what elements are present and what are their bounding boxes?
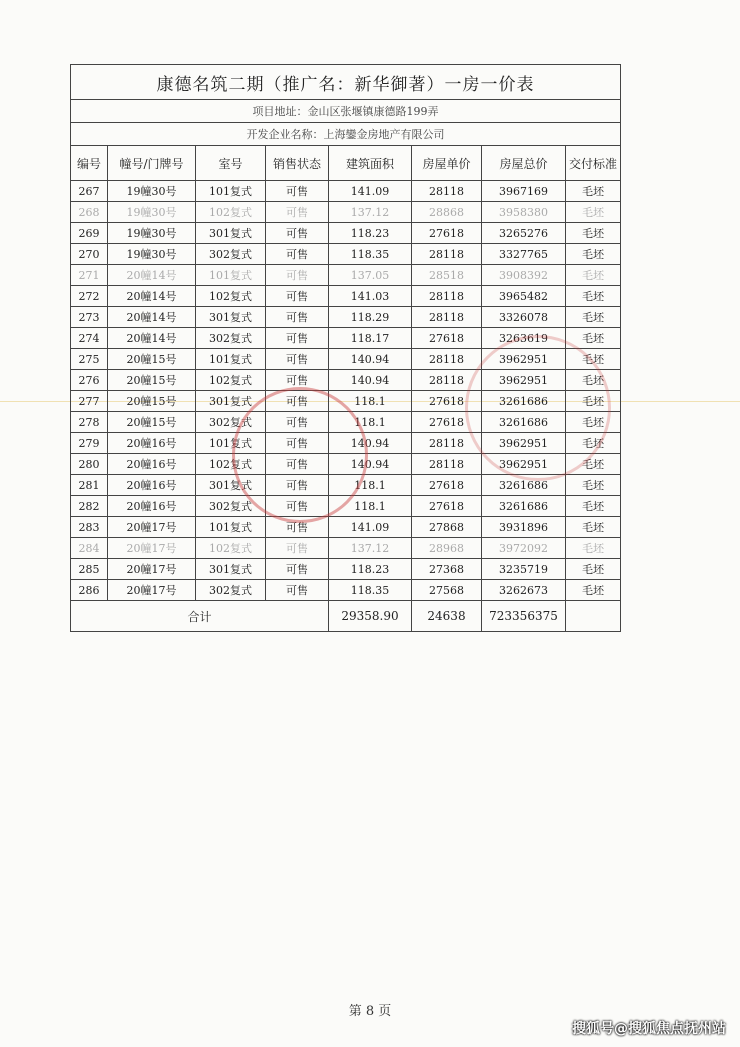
- cell-unit-price: 27618: [412, 328, 482, 349]
- cell-delivery: 毛坯: [566, 538, 621, 559]
- cell-area: 137.12: [329, 538, 412, 559]
- cell-area: 118.17: [329, 328, 412, 349]
- cell-delivery: 毛坯: [566, 412, 621, 433]
- cell-total: 3962951: [482, 454, 566, 475]
- table-row: [71, 286, 621, 307]
- cell-delivery: 毛坯: [566, 328, 621, 349]
- cell-building: 20幢17号: [108, 517, 196, 538]
- total-area: 29358.90: [329, 601, 412, 632]
- cell-building: 20幢16号: [108, 496, 196, 517]
- cell-building: 19幢30号: [108, 223, 196, 244]
- table-row: [71, 223, 621, 244]
- cell-no: 267: [71, 181, 108, 202]
- cell-area: 141.09: [329, 517, 412, 538]
- cell-status: 可售: [266, 580, 329, 601]
- cell-building: 20幢15号: [108, 412, 196, 433]
- cell-building: 19幢30号: [108, 181, 196, 202]
- cell-building: 20幢17号: [108, 538, 196, 559]
- cell-unit-price: 27368: [412, 559, 482, 580]
- cell-room: 302复式: [196, 328, 266, 349]
- cell-status: 可售: [266, 412, 329, 433]
- header-cell: 建筑面积: [329, 146, 412, 181]
- cell-no: 273: [71, 307, 108, 328]
- cell-status: 可售: [266, 307, 329, 328]
- cell-delivery: 毛坯: [566, 223, 621, 244]
- cell-no: 286: [71, 580, 108, 601]
- cell-building: 19幢30号: [108, 244, 196, 265]
- table-row: [71, 475, 621, 496]
- cell-delivery: 毛坯: [566, 181, 621, 202]
- cell-building: 20幢17号: [108, 559, 196, 580]
- cell-status: 可售: [266, 286, 329, 307]
- cell-delivery: 毛坯: [566, 475, 621, 496]
- cell-status: 可售: [266, 517, 329, 538]
- cell-total: 3261686: [482, 412, 566, 433]
- cell-room: 301复式: [196, 391, 266, 412]
- table-row: [71, 580, 621, 601]
- cell-delivery: 毛坯: [566, 202, 621, 223]
- cell-building: 20幢16号: [108, 475, 196, 496]
- cell-building: 20幢14号: [108, 307, 196, 328]
- table-row: [71, 370, 621, 391]
- cell-area: 140.94: [329, 433, 412, 454]
- cell-total: 3972092: [482, 538, 566, 559]
- cell-area: 140.94: [329, 454, 412, 475]
- cell-total: 3962951: [482, 349, 566, 370]
- cell-area: 118.23: [329, 223, 412, 244]
- cell-room: 102复式: [196, 454, 266, 475]
- cell-no: 270: [71, 244, 108, 265]
- cell-room: 102复式: [196, 370, 266, 391]
- cell-area: 118.1: [329, 412, 412, 433]
- developer-name: 开发企业名称：上海鑾金房地产有限公司: [71, 123, 621, 146]
- cell-total: 3962951: [482, 370, 566, 391]
- cell-no: 278: [71, 412, 108, 433]
- header-cell: 房屋总价: [482, 146, 566, 181]
- cell-delivery: 毛坯: [566, 244, 621, 265]
- cell-room: 102复式: [196, 286, 266, 307]
- cell-status: 可售: [266, 370, 329, 391]
- cell-building: 20幢16号: [108, 433, 196, 454]
- cell-status: 可售: [266, 433, 329, 454]
- cell-status: 可售: [266, 244, 329, 265]
- cell-room: 102复式: [196, 202, 266, 223]
- cell-total: 3967169: [482, 181, 566, 202]
- table-row: [71, 517, 621, 538]
- cell-room: 301复式: [196, 307, 266, 328]
- total-row: [71, 601, 621, 632]
- cell-unit-price: 27868: [412, 517, 482, 538]
- cell-status: 可售: [266, 265, 329, 286]
- cell-no: 274: [71, 328, 108, 349]
- table-row: [71, 391, 621, 412]
- cell-room: 302复式: [196, 496, 266, 517]
- cell-total: 3327765: [482, 244, 566, 265]
- cell-status: 可售: [266, 391, 329, 412]
- cell-status: 可售: [266, 538, 329, 559]
- cell-unit-price: 28868: [412, 202, 482, 223]
- price-sheet: [70, 64, 620, 632]
- cell-unit-price: 28118: [412, 370, 482, 391]
- cell-unit-price: 27618: [412, 475, 482, 496]
- cell-no: 282: [71, 496, 108, 517]
- cell-status: 可售: [266, 181, 329, 202]
- price-table: [70, 64, 621, 632]
- cell-delivery: 毛坯: [566, 454, 621, 475]
- cell-area: 118.35: [329, 580, 412, 601]
- cell-delivery: 毛坯: [566, 559, 621, 580]
- cell-building: 19幢30号: [108, 202, 196, 223]
- total-label: 合计: [71, 601, 329, 632]
- cell-total: 3265276: [482, 223, 566, 244]
- cell-room: 301复式: [196, 559, 266, 580]
- cell-delivery: 毛坯: [566, 391, 621, 412]
- table-row: [71, 328, 621, 349]
- header-cell: 编号: [71, 146, 108, 181]
- cell-no: 272: [71, 286, 108, 307]
- cell-area: 141.09: [329, 181, 412, 202]
- cell-unit-price: 28118: [412, 181, 482, 202]
- cell-area: 118.1: [329, 496, 412, 517]
- cell-room: 101复式: [196, 433, 266, 454]
- cell-delivery: 毛坯: [566, 307, 621, 328]
- table-row: [71, 559, 621, 580]
- cell-no: 271: [71, 265, 108, 286]
- cell-delivery: 毛坯: [566, 349, 621, 370]
- table-row: [71, 538, 621, 559]
- cell-total: 3962951: [482, 433, 566, 454]
- cell-total: 3261686: [482, 496, 566, 517]
- cell-room: 302复式: [196, 412, 266, 433]
- cell-room: 301复式: [196, 223, 266, 244]
- total-unit-price: 24638: [412, 601, 482, 632]
- cell-total: 3908392: [482, 265, 566, 286]
- cell-unit-price: 28118: [412, 244, 482, 265]
- cell-total: 3958380: [482, 202, 566, 223]
- cell-no: 269: [71, 223, 108, 244]
- cell-status: 可售: [266, 475, 329, 496]
- table-row: [71, 244, 621, 265]
- cell-status: 可售: [266, 349, 329, 370]
- cell-delivery: 毛坯: [566, 286, 621, 307]
- cell-status: 可售: [266, 454, 329, 475]
- table-row: [71, 433, 621, 454]
- cell-unit-price: 28118: [412, 286, 482, 307]
- cell-area: 118.29: [329, 307, 412, 328]
- cell-building: 20幢14号: [108, 328, 196, 349]
- table-row: [71, 202, 621, 223]
- cell-status: 可售: [266, 559, 329, 580]
- cell-room: 302复式: [196, 244, 266, 265]
- cell-total: 3931896: [482, 517, 566, 538]
- cell-status: 可售: [266, 202, 329, 223]
- cell-area: 118.35: [329, 244, 412, 265]
- cell-no: 276: [71, 370, 108, 391]
- cell-delivery: 毛坯: [566, 496, 621, 517]
- cell-total: 3261686: [482, 475, 566, 496]
- cell-delivery: 毛坯: [566, 370, 621, 391]
- cell-area: 118.1: [329, 391, 412, 412]
- cell-no: 281: [71, 475, 108, 496]
- cell-area: 141.03: [329, 286, 412, 307]
- cell-no: 280: [71, 454, 108, 475]
- cell-building: 20幢15号: [108, 370, 196, 391]
- cell-room: 101复式: [196, 181, 266, 202]
- cell-status: 可售: [266, 223, 329, 244]
- cell-unit-price: 28118: [412, 307, 482, 328]
- cell-area: 140.94: [329, 349, 412, 370]
- cell-room: 301复式: [196, 475, 266, 496]
- header-cell: 销售状态: [266, 146, 329, 181]
- cell-building: 20幢15号: [108, 391, 196, 412]
- cell-delivery: 毛坯: [566, 517, 621, 538]
- cell-area: 118.23: [329, 559, 412, 580]
- total-empty: [566, 601, 621, 632]
- cell-total: 3965482: [482, 286, 566, 307]
- cell-area: 137.05: [329, 265, 412, 286]
- cell-building: 20幢15号: [108, 349, 196, 370]
- cell-status: 可售: [266, 328, 329, 349]
- cell-unit-price: 27618: [412, 412, 482, 433]
- table-row: [71, 265, 621, 286]
- cell-total: 3235719: [482, 559, 566, 580]
- cell-total: 3261686: [482, 391, 566, 412]
- cell-room: 101复式: [196, 517, 266, 538]
- cell-total: 3326078: [482, 307, 566, 328]
- cell-no: 268: [71, 202, 108, 223]
- watermark: 搜狐号@搜狐焦点抚州站: [572, 1021, 726, 1037]
- cell-delivery: 毛坯: [566, 580, 621, 601]
- header-cell: 室号: [196, 146, 266, 181]
- cell-total: 3263619: [482, 328, 566, 349]
- cell-no: 284: [71, 538, 108, 559]
- cell-no: 285: [71, 559, 108, 580]
- total-price: 723356375: [482, 601, 566, 632]
- header-row: [71, 146, 621, 181]
- cell-area: 140.94: [329, 370, 412, 391]
- table-row: [71, 496, 621, 517]
- table-row: [71, 307, 621, 328]
- table-row: [71, 412, 621, 433]
- header-cell: 幢号/门牌号: [108, 146, 196, 181]
- cell-unit-price: 27618: [412, 391, 482, 412]
- cell-unit-price: 28518: [412, 265, 482, 286]
- cell-room: 101复式: [196, 349, 266, 370]
- cell-area: 137.12: [329, 202, 412, 223]
- cell-no: 277: [71, 391, 108, 412]
- cell-unit-price: 28118: [412, 454, 482, 475]
- cell-area: 118.1: [329, 475, 412, 496]
- cell-building: 20幢16号: [108, 454, 196, 475]
- cell-unit-price: 28118: [412, 349, 482, 370]
- cell-unit-price: 27618: [412, 223, 482, 244]
- cell-total: 3262673: [482, 580, 566, 601]
- cell-building: 20幢17号: [108, 580, 196, 601]
- cell-building: 20幢14号: [108, 286, 196, 307]
- cell-delivery: 毛坯: [566, 433, 621, 454]
- cell-status: 可售: [266, 496, 329, 517]
- cell-no: 275: [71, 349, 108, 370]
- table-title: 康德名筑二期（推广名：新华御著）一房一价表: [71, 65, 621, 100]
- header-cell: 房屋单价: [412, 146, 482, 181]
- cell-delivery: 毛坯: [566, 265, 621, 286]
- cell-no: 283: [71, 517, 108, 538]
- table-row: [71, 454, 621, 475]
- header-cell: 交付标准: [566, 146, 621, 181]
- cell-room: 302复式: [196, 580, 266, 601]
- cell-no: 279: [71, 433, 108, 454]
- cell-unit-price: 27568: [412, 580, 482, 601]
- cell-room: 101复式: [196, 265, 266, 286]
- page-number: 第 8 页: [348, 1004, 392, 1019]
- cell-unit-price: 28968: [412, 538, 482, 559]
- table-row: [71, 181, 621, 202]
- cell-room: 102复式: [196, 538, 266, 559]
- cell-unit-price: 28118: [412, 433, 482, 454]
- project-address: 项目地址：金山区张堰镇康德路199弄: [71, 100, 621, 123]
- table-row: [71, 349, 621, 370]
- cell-building: 20幢14号: [108, 265, 196, 286]
- cell-unit-price: 27618: [412, 496, 482, 517]
